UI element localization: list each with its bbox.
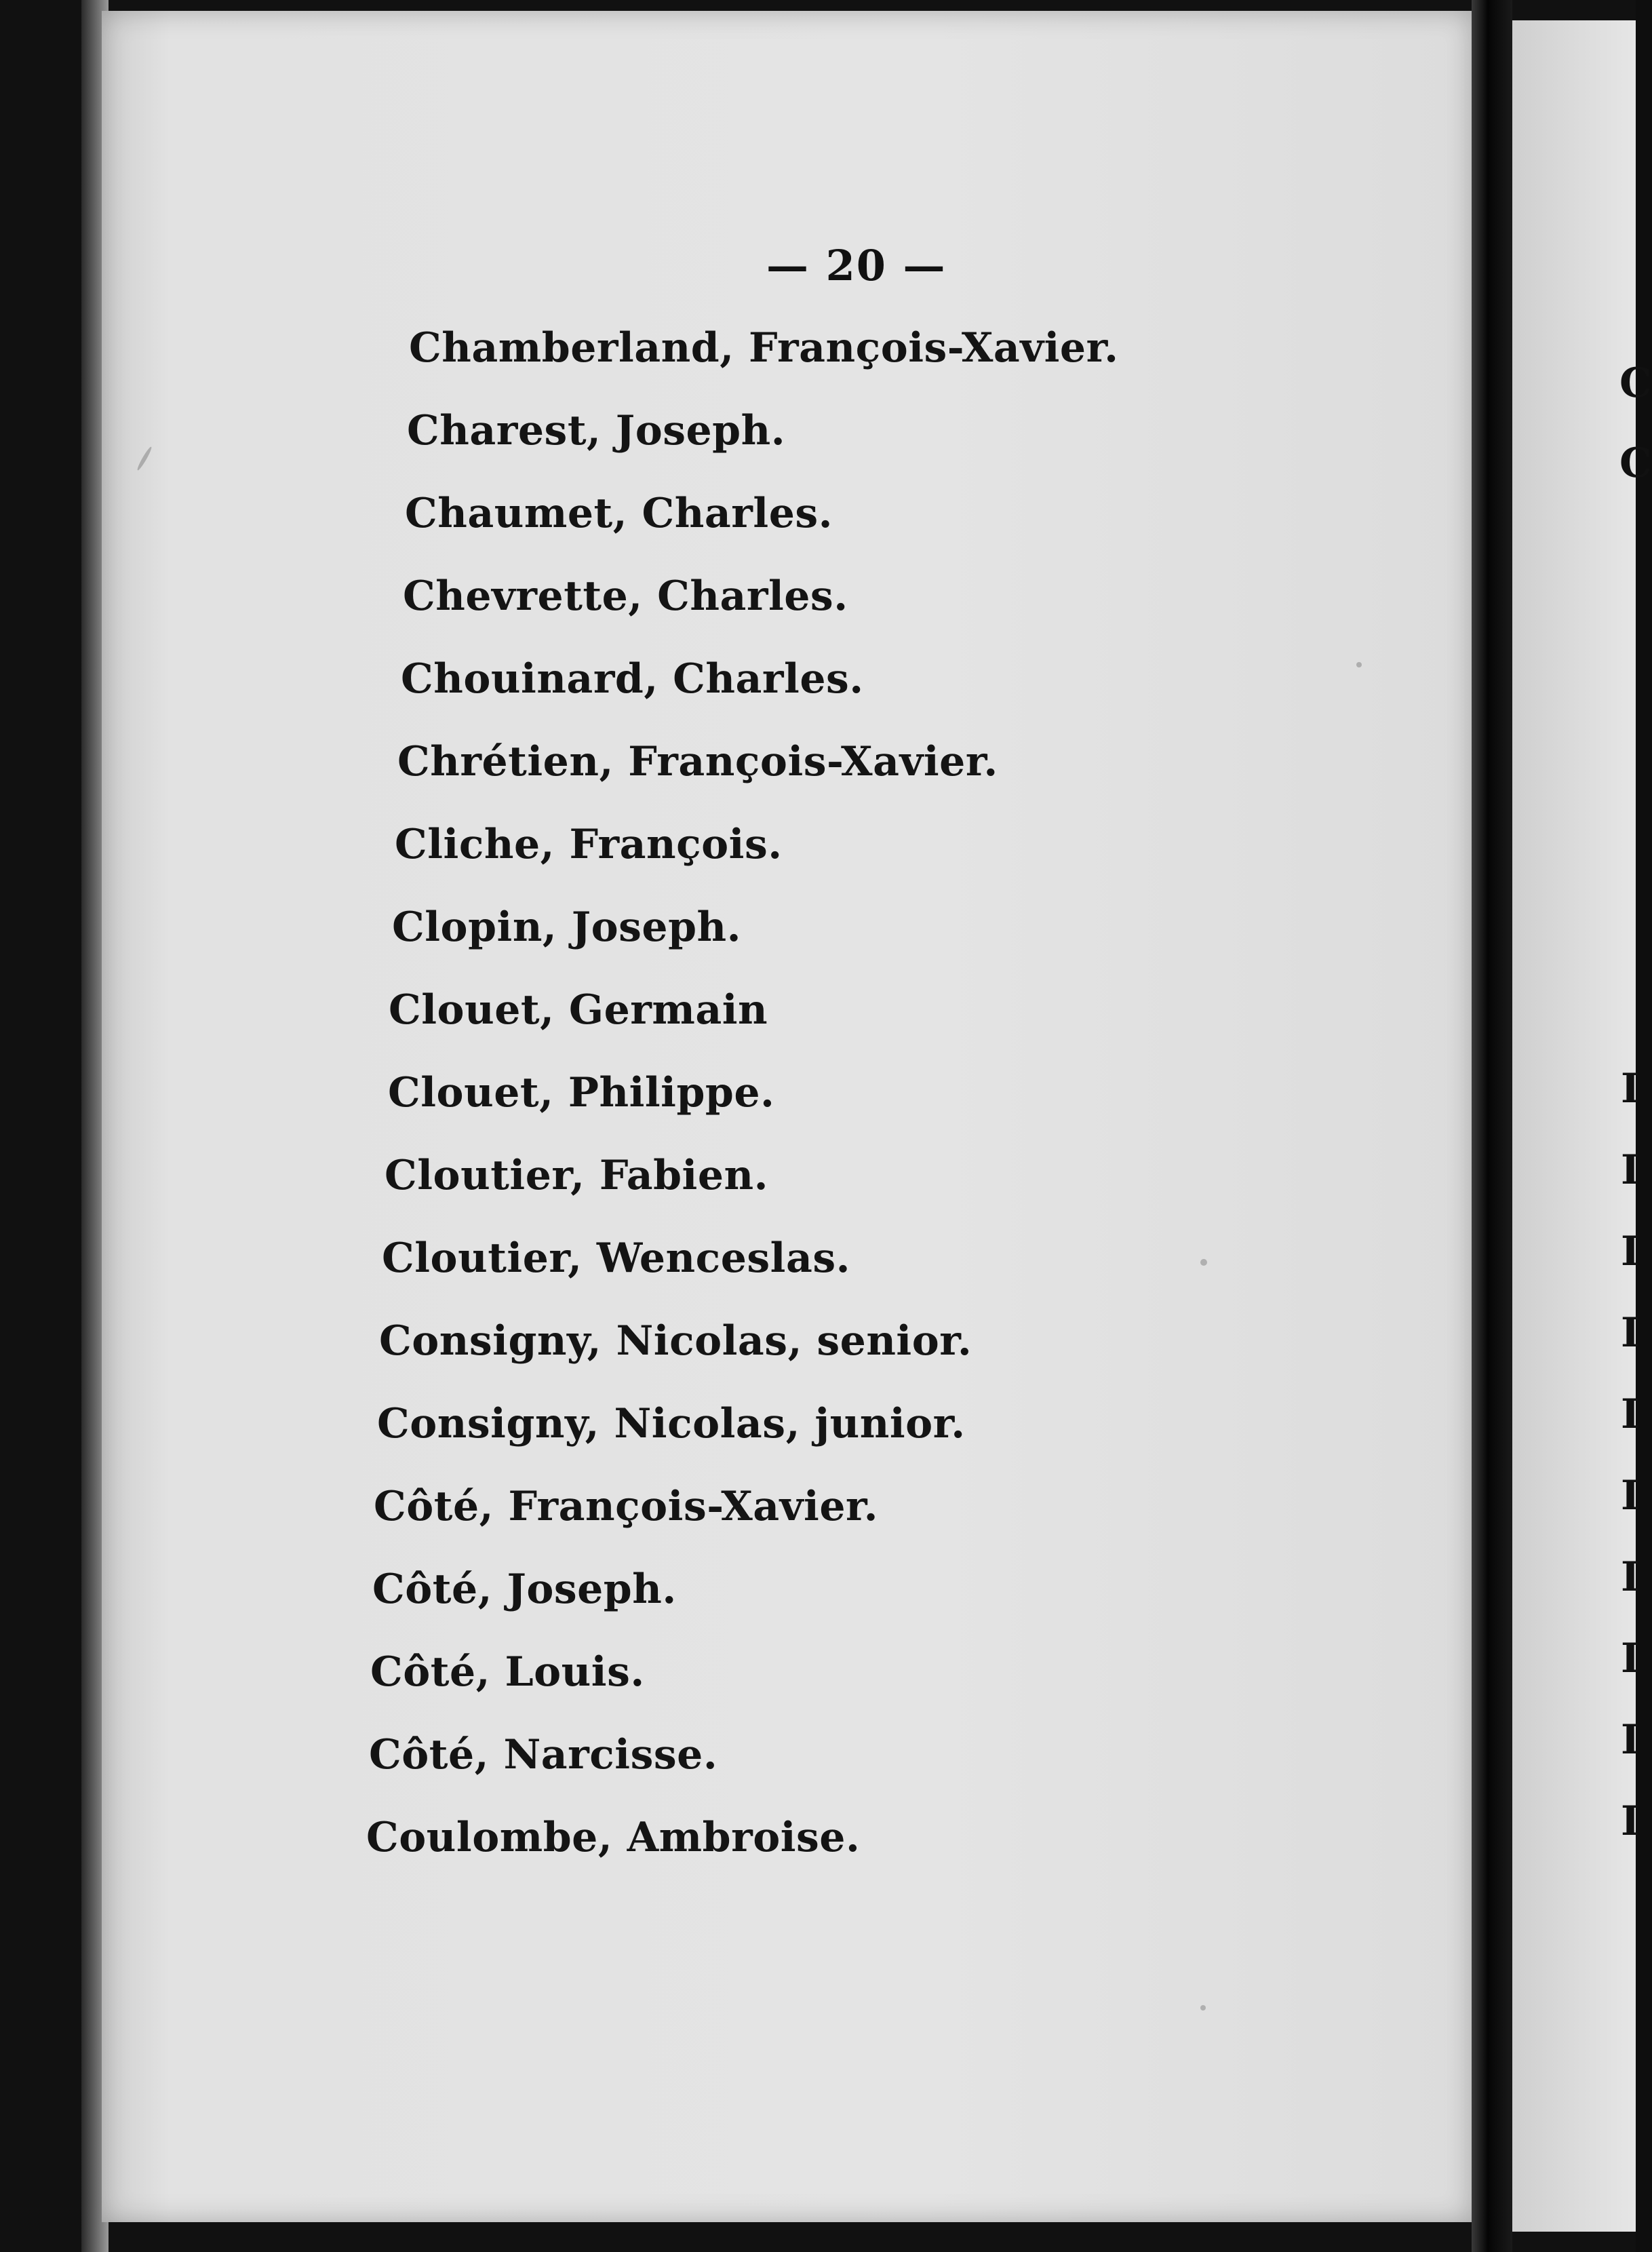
paper-speck — [136, 446, 153, 471]
paper-speck — [1200, 2005, 1206, 2011]
binding-gutter — [1472, 0, 1512, 2252]
list-item: Consigny, Nicolas, junior. — [377, 1400, 966, 1448]
list-item: Coulombe, Ambroise. — [366, 1814, 861, 1861]
facing-page-initial: I — [1621, 1391, 1640, 1438]
facing-page-initial: C — [1619, 360, 1652, 407]
list-item: Clouet, Philippe. — [388, 1069, 775, 1117]
list-item: Côté, Louis. — [370, 1648, 645, 1696]
facing-page-initial: I — [1621, 1472, 1640, 1519]
facing-page-initial: I — [1621, 1553, 1640, 1601]
page-number: — 20 — — [766, 241, 947, 290]
list-item: Consigny, Nicolas, senior. — [379, 1317, 972, 1365]
list-item: Cliche, François. — [395, 821, 783, 868]
list-item: Chaumet, Charles. — [405, 490, 833, 537]
list-item: Chamberland, François-Xavier. — [409, 324, 1119, 372]
facing-page-initial: I — [1621, 1228, 1640, 1275]
list-item: Charest, Joseph. — [407, 407, 786, 454]
facing-page-initial: I — [1621, 1798, 1640, 1845]
list-item: Côté, Narcisse. — [369, 1731, 718, 1779]
facing-page — [1512, 20, 1652, 2232]
list-item: Chouinard, Charles. — [401, 655, 864, 703]
paper-speck — [1200, 1259, 1207, 1266]
facing-page-initial: I — [1621, 1309, 1640, 1357]
list-item: Clopin, Joseph. — [392, 904, 742, 951]
list-item: Cloutier, Fabien. — [385, 1152, 769, 1199]
facing-page-initial: I — [1621, 1716, 1640, 1764]
paper-speck — [1356, 662, 1362, 667]
list-item: Cloutier, Wenceslas. — [382, 1235, 851, 1282]
facing-page-initial: C — [1619, 440, 1652, 487]
facing-page-initial: I — [1621, 1065, 1640, 1112]
list-item: Côté, François-Xavier. — [374, 1483, 879, 1530]
facing-page-initial: I — [1621, 1635, 1640, 1682]
list-item: Côté, Joseph. — [372, 1566, 677, 1613]
list-item: Chrétien, François-Xavier. — [397, 738, 998, 785]
list-item: Chevrette, Charles. — [403, 572, 848, 620]
facing-page-initial: I — [1621, 1146, 1640, 1194]
list-item: Clouet, Germain — [389, 986, 768, 1034]
